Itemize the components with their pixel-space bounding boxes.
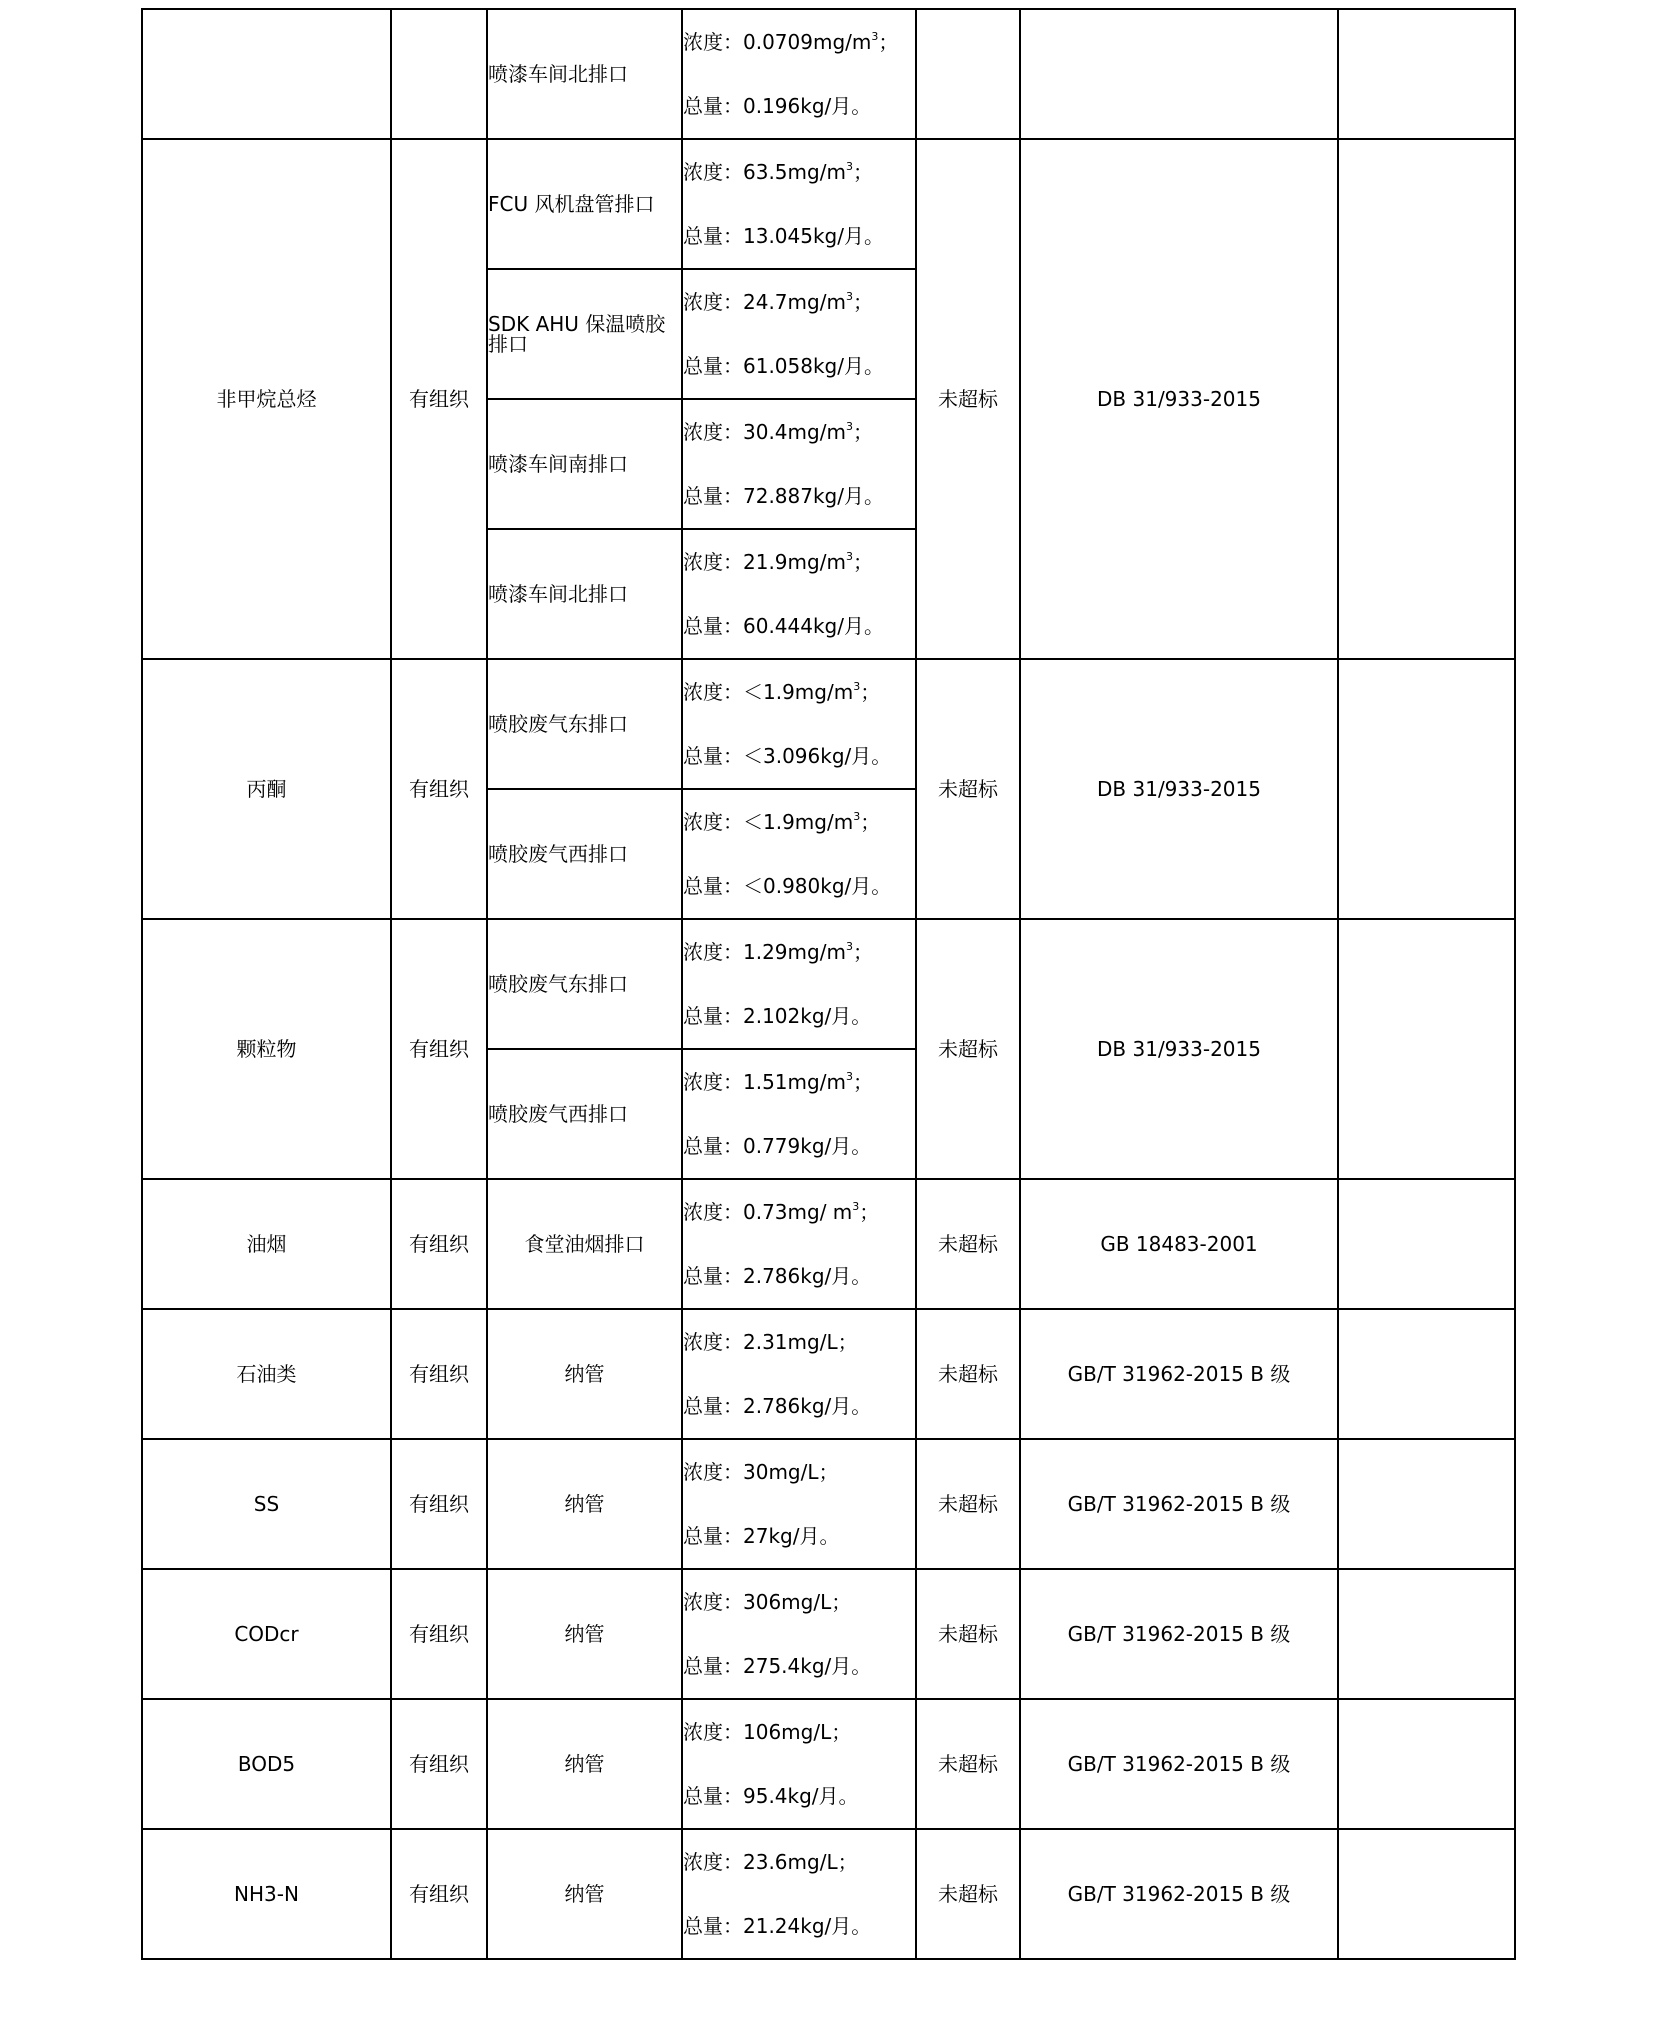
concentration-suffix: ； bbox=[852, 420, 873, 444]
pollutant-cell: 丙酮 bbox=[142, 659, 391, 919]
table-row bbox=[142, 659, 1515, 789]
outlet-source-cell: 纳管 bbox=[487, 1439, 682, 1569]
outlet-source-cell: 喷漆车间北排口 bbox=[487, 529, 682, 659]
measurement-cell bbox=[682, 659, 916, 789]
measurement-cell bbox=[682, 1439, 916, 1569]
measurement-cell bbox=[682, 9, 916, 139]
outlet-source-cell: 喷胶废气东排口 bbox=[487, 919, 682, 1049]
concentration-line bbox=[683, 1440, 915, 1504]
concentration-text: 浓度：63.5mg/m bbox=[683, 160, 846, 184]
concentration-text: 浓度：30mg/L； bbox=[683, 1460, 839, 1484]
superscript-unit: 3 bbox=[845, 550, 853, 563]
measurement-cell bbox=[682, 1309, 916, 1439]
concentration-line bbox=[683, 140, 915, 204]
total-line: 总量：＜0.980kg/月。 bbox=[683, 874, 892, 898]
concentration-line: 浓度：$0.0709mg/m^3$； bbox=[683, 30, 899, 54]
remark-cell bbox=[1338, 139, 1515, 659]
measurement-cell bbox=[682, 789, 916, 919]
concentration-line bbox=[683, 1570, 915, 1634]
total-line: 总量：0.196kg/月。 bbox=[683, 94, 872, 118]
concentration-line bbox=[683, 660, 915, 724]
concentration-suffix: ； bbox=[859, 1200, 880, 1224]
remark-cell bbox=[1338, 1569, 1515, 1699]
measurement-cell bbox=[682, 529, 916, 659]
outlet-source-cell: FCU 风机盘管排口 bbox=[487, 139, 682, 269]
concentration-suffix: ； bbox=[860, 810, 881, 834]
remark-cell bbox=[1338, 1699, 1515, 1829]
concentration-text: 浓度：＜1.9mg/m bbox=[683, 810, 854, 834]
method-cell: 有组织 bbox=[391, 1699, 487, 1829]
superscript-unit: 3 bbox=[845, 420, 853, 433]
measurement-cell bbox=[682, 399, 916, 529]
pollutant-cell: NH3-N bbox=[142, 1829, 391, 1959]
standard-cell: DB 31/933-2015 bbox=[1020, 919, 1338, 1179]
status-cell: 未超标 bbox=[916, 1309, 1020, 1439]
method-cell: 有组织 bbox=[391, 139, 487, 659]
emission-table bbox=[141, 8, 1516, 1960]
outlet-source-cell: 纳管 bbox=[487, 1569, 682, 1699]
table-row bbox=[142, 1179, 1515, 1309]
standard-cell: GB/T 31962-2015 B 级 bbox=[1020, 1829, 1338, 1959]
outlet-source-cell: 喷漆车间南排口 bbox=[487, 399, 682, 529]
status-cell: 未超标 bbox=[916, 1439, 1020, 1569]
pollutant-cell: BOD5 bbox=[142, 1699, 391, 1829]
standard-cell bbox=[1020, 9, 1338, 139]
pollutant-cell: 石油类 bbox=[142, 1309, 391, 1439]
standard-cell: GB/T 31962-2015 B 级 bbox=[1020, 1309, 1338, 1439]
total-line: 总量：27kg/月。 bbox=[683, 1524, 840, 1548]
outlet-source-cell: SDK AHU 保温喷胶排口 bbox=[487, 269, 682, 399]
concentration-line bbox=[683, 920, 915, 984]
pollutant-cell: 油烟 bbox=[142, 1179, 391, 1309]
total-line: 总量：13.045kg/月。 bbox=[683, 224, 884, 248]
remark-cell bbox=[1338, 1829, 1515, 1959]
concentration-text: 浓度：＜1.9mg/m bbox=[683, 680, 854, 704]
measurement-cell bbox=[682, 1179, 916, 1309]
concentration-line bbox=[683, 1310, 915, 1374]
measurement-cell bbox=[682, 1049, 916, 1179]
status-cell bbox=[916, 9, 1020, 139]
total-line: 总量：95.4kg/月。 bbox=[683, 1784, 859, 1808]
concentration-suffix: ； bbox=[852, 550, 873, 574]
concentration-line bbox=[683, 530, 915, 594]
superscript-unit: 3 bbox=[845, 1070, 853, 1083]
concentration-text: 浓度：24.7mg/m bbox=[683, 290, 846, 314]
table-row bbox=[142, 139, 1515, 269]
remark-cell bbox=[1338, 9, 1515, 139]
total-line: 总量：60.444kg/月。 bbox=[683, 614, 884, 638]
concentration-line bbox=[683, 270, 915, 334]
status-cell: 未超标 bbox=[916, 1569, 1020, 1699]
concentration-line bbox=[683, 1180, 915, 1244]
measurement-cell bbox=[682, 1829, 916, 1959]
method-cell: 有组织 bbox=[391, 1309, 487, 1439]
concentration-text: 浓度：306mg/L； bbox=[683, 1590, 852, 1614]
concentration-suffix: ； bbox=[852, 290, 873, 314]
concentration-suffix: ； bbox=[852, 160, 873, 184]
status-cell: 未超标 bbox=[916, 139, 1020, 659]
status-cell: 未超标 bbox=[916, 1699, 1020, 1829]
concentration-text: 浓度：1.29mg/m bbox=[683, 940, 846, 964]
total-line: 总量：2.102kg/月。 bbox=[683, 1004, 872, 1028]
total-line: 总量：21.24kg/月。 bbox=[683, 1914, 872, 1938]
method-cell: 有组织 bbox=[391, 1829, 487, 1959]
total-line: 总量：2.786kg/月。 bbox=[683, 1264, 872, 1288]
pollutant-cell: CODcr bbox=[142, 1569, 391, 1699]
table-row bbox=[142, 9, 1515, 139]
method-cell: 有组织 bbox=[391, 1179, 487, 1309]
total-line: 总量：61.058kg/月。 bbox=[683, 354, 884, 378]
table-row bbox=[142, 1829, 1515, 1959]
concentration-suffix: ； bbox=[852, 1070, 873, 1094]
concentration-text: 浓度：2.31mg/L； bbox=[683, 1330, 858, 1354]
pollutant-cell bbox=[142, 9, 391, 139]
remark-cell bbox=[1338, 1439, 1515, 1569]
outlet-source-cell: 喷漆车间北排口 bbox=[487, 9, 682, 139]
remark-cell bbox=[1338, 659, 1515, 919]
method-cell bbox=[391, 9, 487, 139]
concentration-suffix: ； bbox=[860, 680, 881, 704]
standard-cell: GB/T 31962-2015 B 级 bbox=[1020, 1569, 1338, 1699]
concentration-text: 浓度：30.4mg/m bbox=[683, 420, 846, 444]
outlet-source-cell: 食堂油烟排口 bbox=[487, 1179, 682, 1309]
table-row bbox=[142, 1569, 1515, 1699]
total-line: 总量：72.887kg/月。 bbox=[683, 484, 884, 508]
measurement-cell bbox=[682, 269, 916, 399]
total-line: 总量：275.4kg/月。 bbox=[683, 1654, 872, 1678]
remark-cell bbox=[1338, 919, 1515, 1179]
pollutant-cell: 颗粒物 bbox=[142, 919, 391, 1179]
pollutant-cell: 非甲烷总烃 bbox=[142, 139, 391, 659]
concentration-line bbox=[683, 790, 915, 854]
concentration-suffix: ； bbox=[852, 940, 873, 964]
method-cell: 有组织 bbox=[391, 1569, 487, 1699]
superscript-unit: 3 bbox=[853, 680, 861, 693]
remark-cell bbox=[1338, 1309, 1515, 1439]
standard-cell: DB 31/933-2015 bbox=[1020, 139, 1338, 659]
concentration-line bbox=[683, 1830, 915, 1894]
measurement-cell bbox=[682, 1569, 916, 1699]
status-cell: 未超标 bbox=[916, 659, 1020, 919]
standard-cell: GB/T 31962-2015 B 级 bbox=[1020, 1439, 1338, 1569]
table-row bbox=[142, 1439, 1515, 1569]
status-cell: 未超标 bbox=[916, 919, 1020, 1179]
total-line: 总量：＜3.096kg/月。 bbox=[683, 744, 892, 768]
superscript-unit: 3 bbox=[845, 160, 853, 173]
outlet-source-cell: 纳管 bbox=[487, 1309, 682, 1439]
concentration-text: 浓度：21.9mg/m bbox=[683, 550, 846, 574]
status-cell: 未超标 bbox=[916, 1829, 1020, 1959]
pollutant-cell: SS bbox=[142, 1439, 391, 1569]
table-row bbox=[142, 1699, 1515, 1829]
concentration-line bbox=[683, 1700, 915, 1764]
table-row bbox=[142, 1309, 1515, 1439]
standard-cell: GB 18483-2001 bbox=[1020, 1179, 1338, 1309]
method-cell: 有组织 bbox=[391, 919, 487, 1179]
remark-cell bbox=[1338, 1179, 1515, 1309]
total-line: 总量：2.786kg/月。 bbox=[683, 1394, 872, 1418]
table-row bbox=[142, 919, 1515, 1049]
standard-cell: DB 31/933-2015 bbox=[1020, 659, 1338, 919]
measurement-cell bbox=[682, 139, 916, 269]
status-cell: 未超标 bbox=[916, 1179, 1020, 1309]
method-cell: 有组织 bbox=[391, 659, 487, 919]
outlet-source-cell: 喷胶废气西排口 bbox=[487, 1049, 682, 1179]
outlet-source-cell: 喷胶废气东排口 bbox=[487, 659, 682, 789]
outlet-source-cell: 纳管 bbox=[487, 1829, 682, 1959]
outlet-source-cell: 纳管 bbox=[487, 1699, 682, 1829]
superscript-unit: 3 bbox=[845, 940, 853, 953]
measurement-cell bbox=[682, 1699, 916, 1829]
total-line: 总量：0.779kg/月。 bbox=[683, 1134, 872, 1158]
superscript-unit: 3 bbox=[853, 810, 861, 823]
standard-cell: GB/T 31962-2015 B 级 bbox=[1020, 1699, 1338, 1829]
concentration-line bbox=[683, 400, 915, 464]
superscript-unit: 3 bbox=[852, 1200, 860, 1213]
superscript-unit: 3 bbox=[845, 290, 853, 303]
concentration-text: 浓度：106mg/L； bbox=[683, 1720, 852, 1744]
method-cell: 有组织 bbox=[391, 1439, 487, 1569]
concentration-text: 浓度：23.6mg/L； bbox=[683, 1850, 858, 1874]
concentration-text: 浓度：1.51mg/m bbox=[683, 1070, 846, 1094]
concentration-text: 浓度：0.73mg/ m bbox=[683, 1200, 853, 1224]
measurement-cell bbox=[682, 919, 916, 1049]
concentration-line bbox=[683, 1050, 915, 1114]
outlet-source-cell: 喷胶废气西排口 bbox=[487, 789, 682, 919]
